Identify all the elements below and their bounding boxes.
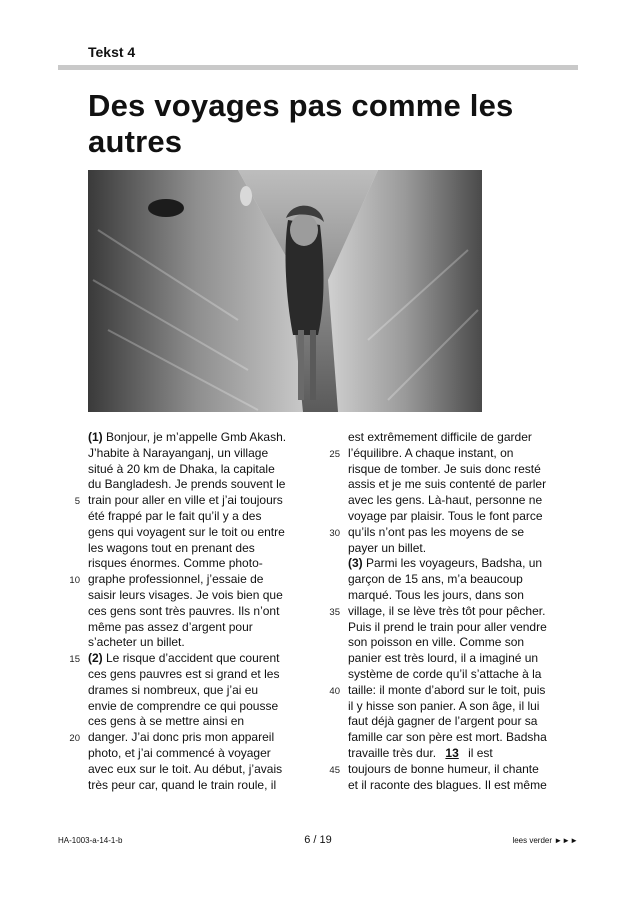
line-text: envie de comprendre ce qui pousse: [88, 698, 279, 713]
page-number: 6 / 19: [304, 834, 332, 846]
text-line: [348, 635, 580, 651]
text-line: [88, 620, 320, 636]
line-text: avec les gens. Là-haut, personne ne: [348, 493, 543, 508]
text-line: [88, 762, 320, 778]
line-text: qu’ils n’ont pas les moyens de se: [348, 524, 525, 539]
gap-blank-13: 13: [445, 745, 459, 760]
line-text: village, il se lève très tôt pour pêcher.: [348, 603, 546, 618]
paragraph-number: (2): [88, 651, 103, 666]
line-number: 40: [329, 685, 340, 697]
line-text: panier est très lourd, il a imaginé un: [348, 651, 539, 666]
text-line: [329, 524, 580, 541]
text-line: [348, 778, 580, 794]
line-text: son poisson en ville. Comme son: [348, 635, 525, 650]
line-text: même pas assez d’argent pour: [88, 619, 253, 634]
text-line: [348, 477, 580, 493]
text-line: [88, 746, 320, 762]
line-text: voyage par plaisir. Tous le font parce: [348, 508, 543, 523]
line-text: Le risque d’accident que courent: [102, 651, 280, 666]
paragraph-number: (3): [348, 556, 363, 571]
line-text: gens qui voyagent sur le toit ou entre: [88, 524, 285, 539]
text-line: [348, 651, 580, 667]
text-line: [348, 714, 580, 730]
line-number: 25: [329, 448, 340, 460]
header-rule: [58, 65, 578, 70]
text-line: [69, 651, 320, 667]
text-line: [348, 620, 580, 636]
text-line: [329, 603, 580, 620]
text-line: [348, 588, 580, 604]
article-title: Des voyages pas comme les autres: [88, 88, 514, 159]
line-text: Puis il prend le train pour aller vendre: [348, 619, 547, 634]
text-line: [88, 667, 320, 683]
text-line: [88, 477, 320, 493]
text-line: [88, 683, 320, 699]
text-column-left: [69, 430, 320, 793]
line-text: l’équilibre. A chaque instant, on: [348, 445, 514, 460]
line-text: faut déjà gagner de l’argent pour sa: [348, 714, 538, 729]
text-line: [88, 525, 320, 541]
text-line: [88, 462, 320, 478]
text-line: [348, 699, 580, 715]
text-line: [348, 462, 580, 478]
line-text: ces gens à se mettre ainsi en: [88, 714, 245, 729]
line-text: famille car son père est mort. Badsha: [348, 730, 547, 745]
text-line: [88, 509, 320, 525]
paragraph-number: (1): [88, 430, 103, 444]
text-line: [348, 746, 580, 762]
line-number: 5: [74, 496, 80, 508]
line-text: toujours de bonne humeur, il chante: [348, 761, 539, 776]
text-line: [88, 446, 320, 462]
text-line: [329, 761, 580, 778]
line-number: 35: [329, 606, 340, 618]
line-number: 30: [329, 527, 340, 539]
section-label: Tekst 4: [88, 44, 136, 60]
text-line: [348, 509, 580, 525]
line-text: risque de tomber. Je suis donc resté: [348, 461, 541, 476]
line-text: il est: [464, 745, 493, 760]
line-text: été frappé par le fait qu’il y a des: [88, 508, 262, 523]
text-line: [88, 699, 320, 715]
line-text: du Bangladesh. Je prends souvent le: [88, 477, 286, 492]
text-line: [348, 556, 580, 572]
text-line: [88, 541, 320, 557]
line-text: payer un billet.: [348, 540, 427, 555]
line-text: taille: il monte d’abord sur le toit, puis: [348, 682, 546, 697]
text-line: [348, 493, 580, 509]
line-text: travaille très dur.: [348, 745, 437, 760]
line-text: danger. J’ai donc pris mon appareil: [88, 730, 275, 745]
line-text: photo, et j’ai commencé à voyager: [88, 745, 271, 760]
line-text: très peur car, quand le train roule, il: [88, 777, 277, 792]
line-text: J’habite à Narayanganj, un village: [88, 445, 269, 460]
line-text: situé à 20 km de Dhaka, la capitale: [88, 461, 275, 476]
text-line: [88, 430, 320, 446]
text-column-right: [329, 430, 580, 793]
text-line: [88, 714, 320, 730]
line-number: 20: [69, 733, 80, 745]
line-text: ces gens sont très pauvres. Ils n’ont: [88, 603, 280, 618]
article-photo: [88, 170, 482, 412]
continue-label: lees verder ►►►: [512, 836, 578, 845]
text-line: [348, 667, 580, 683]
line-text: avec eux sur le toit. Au début, j’avais: [88, 761, 283, 776]
text-line: [88, 778, 320, 794]
text-line: [88, 604, 320, 620]
line-text: train pour aller en ville et j’ai toujours: [88, 493, 283, 508]
line-text: ces gens pauvres est si grand et les: [88, 666, 280, 681]
line-text: les wagons tout en prenant des: [88, 540, 255, 555]
line-text: graphe professionnel, j’essaie de: [88, 572, 264, 587]
text-line: [348, 730, 580, 746]
line-text: saisir leurs visages. Je vois bien que: [88, 587, 283, 602]
line-number: 45: [329, 764, 340, 776]
line-text: et il raconte des blagues. Il est même: [348, 777, 547, 792]
line-text: Parmi les voyageurs, Badsha, un: [362, 556, 543, 571]
line-text: est extrêmement difficile de garder: [348, 430, 532, 444]
line-number: 10: [69, 575, 80, 587]
line-text: système de corde qu’il s’attache à la: [348, 666, 542, 681]
line-text: s’acheter un billet.: [88, 635, 185, 650]
text-line: [69, 572, 320, 588]
line-text: drames si nombreux, que j’ai eu: [88, 682, 259, 697]
text-line: [329, 682, 580, 699]
line-text: risques énormes. Comme photo-: [88, 556, 263, 571]
line-number: 15: [69, 654, 80, 666]
line-text: Bonjour, je m’appelle Gmb Akash.: [102, 430, 287, 444]
line-text: assis et je me suis contenté de parler: [348, 477, 547, 492]
text-line: [69, 730, 320, 746]
line-text: il y hisse son panier. A son âge, il lui: [348, 698, 540, 713]
text-line: [74, 493, 320, 509]
line-text: garçon de 15 ans, m’a beaucoup: [348, 572, 523, 587]
document-code: HA-1003-a-14-1-b: [58, 836, 123, 845]
text-line: [329, 445, 580, 462]
line-text: marqué. Tous les jours, dans son: [348, 587, 524, 602]
text-line: [348, 541, 580, 557]
text-line: [348, 572, 580, 588]
text-line: [88, 635, 320, 651]
text-line: [88, 556, 320, 572]
text-line: [348, 430, 580, 446]
text-line: [88, 588, 320, 604]
